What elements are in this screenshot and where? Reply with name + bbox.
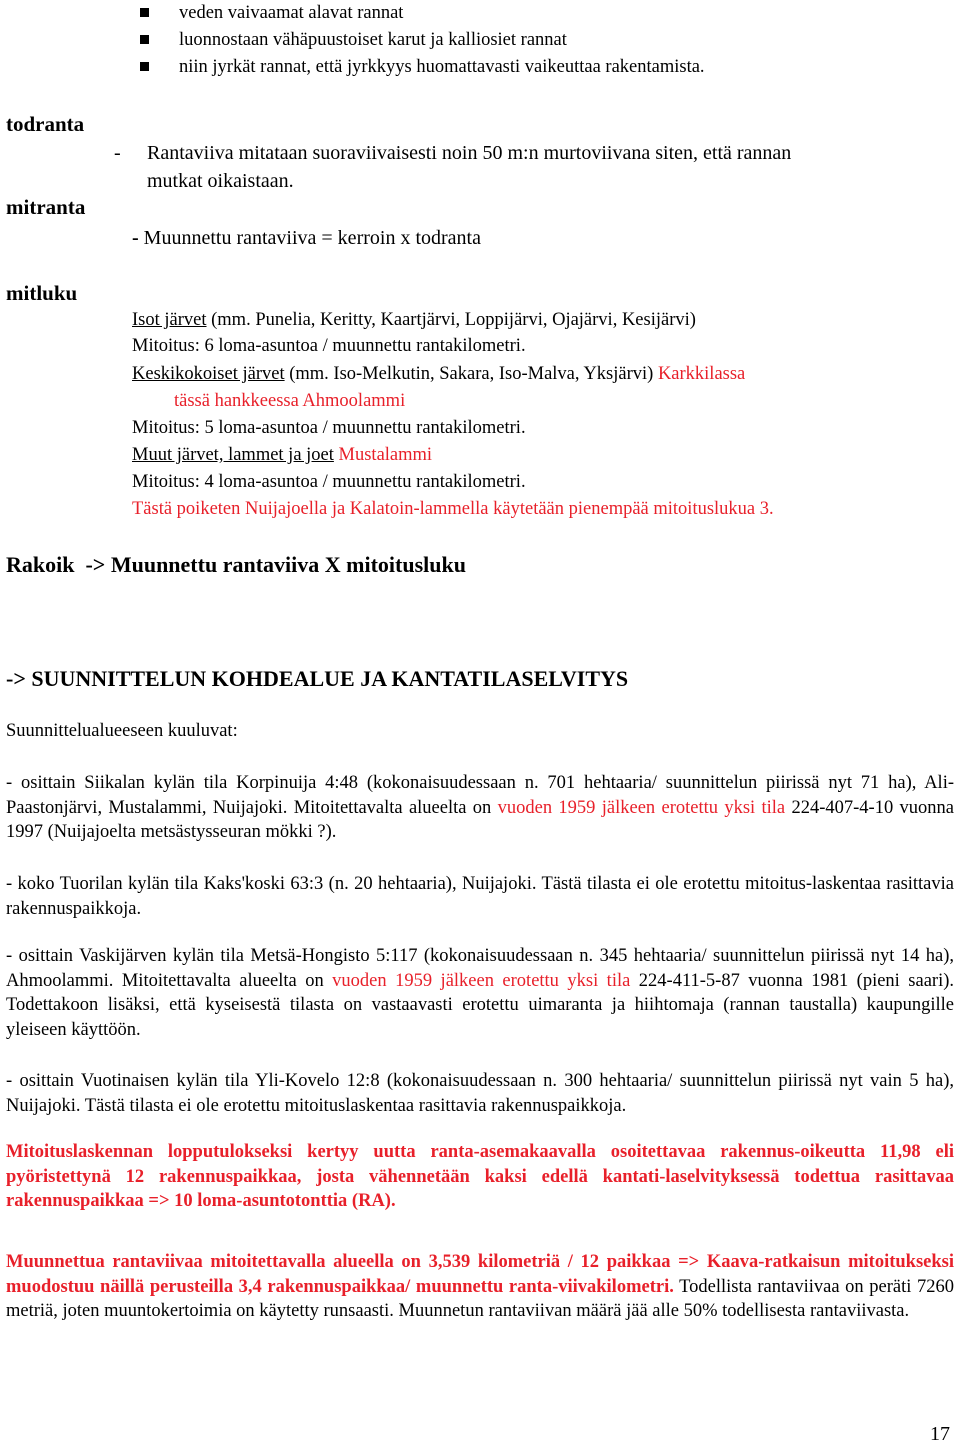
- lake-class-title: Keskikokoiset järvet: [132, 364, 285, 384]
- section-intro: Suunnittelualueeseen kuuluvat:: [6, 721, 238, 741]
- lake-class-medium: [132, 365, 745, 384]
- lake-class-rule: Mitoitus: 4 loma-asuntoa / muunnettu rantakilometri.: [132, 472, 526, 492]
- bullet-marker: [140, 62, 149, 71]
- label-todranta: todranta: [6, 112, 85, 136]
- label-mitranta: mitranta: [6, 195, 86, 219]
- definition-line: Rantaviiva mitataan suoraviivaisesti noin 50 m:n murtoviivana siten, että rannan: [147, 142, 792, 164]
- lake-class-list: (mm. Punelia, Keritty, Kaartjärvi, Loppijärvi, Ojajärvi, Kesijärvi): [206, 310, 696, 330]
- lake-class-rule: Mitoitus: 6 loma-asuntoa / muunnettu rantakilometri.: [132, 336, 526, 356]
- paragraph-text: - osittain Siikalan kylän tila Korpinuija 4:48 (kokonaisuudessaan n. 701 hehtaaria/ suunnittelun piirissä nyt 71 ha), Ali-Paastonjärvi, Mustalammi, Nuijajoki. Mitoitettavalta alueelta on: [6, 773, 954, 818]
- lake-class-note: Karkkilassa: [657, 364, 746, 384]
- section-heading: -> SUUNNITTELUN KOHDEALUE JA KANTATILASELVITYS: [6, 666, 629, 691]
- lake-class-large: [132, 311, 696, 330]
- label-mitluku: mitluku: [6, 281, 78, 305]
- property-paragraph: [6, 944, 954, 1042]
- paragraph-text: - osittain Vaskijärven kylän tila Metsä-Hongisto 5:117 (kokonaisuudessaan n. 345 hehtaaria/ suunnittelun piirissä nyt 14 ha), Ahmoolammi. Mitoitettavalta alueelta on: [6, 946, 954, 991]
- paragraph-text: 224-407-4-10 vuonna 1997 (Nuijajoelta metsästysseuran mökki ?).: [6, 797, 954, 842]
- property-paragraph: [6, 771, 954, 845]
- bullet-marker: [140, 35, 149, 44]
- page-number: 17: [930, 1423, 950, 1445]
- paragraph-text: 224-411-5-87 vuonna 1981 (pieni saari). Todettakoon lisäksi, että kyseisestä tilasta on vastaavasti erotettu uimaranta ja hiihtomaja (rannan taustalla) kaupungille yleiseen käyttöön.: [6, 970, 954, 1040]
- formula-line: [132, 228, 481, 248]
- lake-class-rule: Mitoitus: 5 loma-asuntoa / muunnettu rantakilometri.: [132, 418, 526, 438]
- property-paragraph: - koko Tuorilan kylän tila Kaks'koski 63:3 (n. 20 hehtaaria), Nuijajoki. Tästä tilasta ei ole erotettu mitoitus-laskentaa rasittavia rakennuspaikkoja.: [6, 874, 954, 919]
- lake-class-other: [132, 446, 432, 465]
- paragraph-highlight: vuoden 1959 jälkeen erotettu yksi tila: [332, 970, 631, 991]
- paragraph-highlight: Muunnettua rantaviivaa mitoitettavalla alueella on 3,539 kilometriä / 12 paikkaa => Kaava-ratkaisun mitoitukseksi muodostuu näillä perusteilla 3,4 rakennuspaikkaa/ muunnettu ranta-viivakilometri.: [6, 1252, 954, 1297]
- formula-dash: -: [132, 227, 139, 249]
- bullet-item: luonnostaan vähäpuustoiset karut ja kalliosiet rannat: [179, 30, 567, 50]
- lake-class-exception: Tästä poiketen Nuijajoella ja Kalatoin-lammella käytetään pienempää mitoituslukua 3.: [132, 499, 774, 519]
- lake-class-title: Muut järvet, lammet ja joet: [132, 445, 334, 465]
- conclusion-paragraph: Mitoituslaskennan lopputulokseksi kertyy uutta ranta-asemakaavalla osoitettavaa rakennus-oikeutta 11,98 eli pyöristettynä 12 rakennuspaikkaa, josta vähennetään kaksi edellä kantati-laselvityksessä todettua rasittavaa rakennuspaikkaa => 10 loma-asuntotonttia (RA).: [6, 1142, 954, 1211]
- formula-text: Muunnettu rantaviiva = kerroin x todranta: [143, 227, 481, 249]
- property-paragraph: - osittain Vuotinaisen kylän tila Yli-Kovelo 12:8 (kokonaisuudessaan n. 300 hehtaaria/ suunnittelun piirissä nyt vain 5 ha), Nuijajoki. Tästä tilasta ei ole erotettu mitoituslaskentaa rasittavia rakennuspaikkoja.: [6, 1071, 954, 1116]
- lake-class-title: Isot järvet: [132, 310, 207, 330]
- definition-dash: -: [114, 142, 121, 164]
- paragraph-highlight: vuoden 1959 jälkeen erotettu yksi tila: [497, 797, 786, 818]
- bullet-item: veden vaivaamat alavat rannat: [179, 3, 404, 23]
- bullet-marker: [140, 8, 149, 17]
- paragraph-text: Todellista rantaviivaa on peräti 7260 metriä, joten muuntokertoimia on käytetty runsaasti. Muunnetun rantaviivan määrä jää alle 50% todellisesta rantaviivasta.: [6, 1276, 954, 1321]
- lake-class-note: tässä hankkeessa Ahmoolammi: [174, 391, 406, 411]
- lake-class-note: Mustalammi: [333, 445, 433, 465]
- lake-class-list: (mm. Iso-Melkutin, Sakara, Iso-Malva, Yksjärvi): [284, 364, 658, 384]
- definition-line: mutkat oikaistaan.: [147, 170, 294, 192]
- conclusion-paragraph: [6, 1250, 954, 1324]
- bullet-item: niin jyrkät rannat, että jyrkkyys huomattavasti vaikeuttaa rakentamista.: [179, 57, 705, 77]
- formula-heading: Rakoik -> Muunnettu rantaviiva X mitoitusluku: [6, 552, 466, 577]
